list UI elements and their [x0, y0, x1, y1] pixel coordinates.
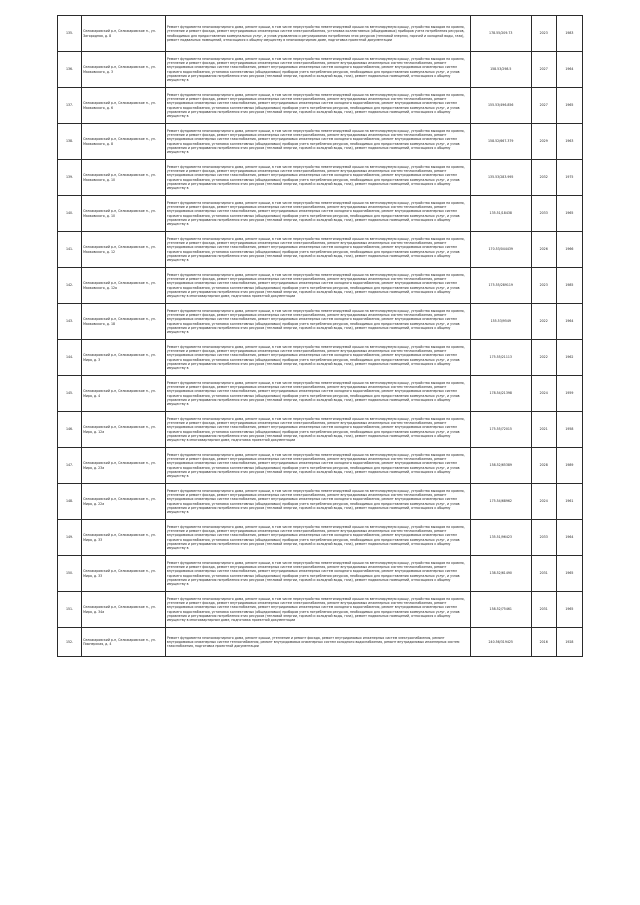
works-cell: Ремонт фундамента многоквартирного дома, ремонт крыши, в том числе переустройство невентилируемой крыши на вентилируемую крышу, устройство выходов на кровлю, утепление и ремонт фасада, ремонт внутридомовых инженерных систем электроснабжения, ремонт внутридомовых инженерных систем теплоснабжения, ремонт внутридомовых инженерных систем газоснабжения, ремонт внутридомовых инженерных систем холодного водоснабжения, ремонт внутридомовых инженерных систем горячего водоснабжения, установка коллективных (общедомовых) приборов учета потребления ресурсов, необходимых для предоставления коммунальных услуг, и узлов управления и регулирования потребления этих ресурсов (тепловой энергии, горячей и холодной воды, газа), ремонт подвальных помещений, относящихся к общему имуществу в: [165, 160, 470, 196]
planned-year-cell: 2027: [531, 88, 556, 124]
table-row: [58, 160, 583, 196]
built-year-cell: 1964: [556, 304, 582, 340]
area-cell: 135.53/283.995: [470, 160, 531, 196]
planned-year-cell: 2028: [531, 448, 556, 484]
built-year-cell: 1963: [556, 124, 582, 160]
address-cell: Селижаровский р-н, Селижаровское п., ул. Мира, д. 12а: [82, 412, 166, 448]
row-number: 147.: [58, 448, 82, 484]
area-cell: 175.55/21113: [470, 340, 531, 376]
area-cell: 178.55/209.73: [470, 16, 531, 52]
address-cell: Селижаровский р-н, Селижаровское п., ул. Мира, д. 4: [82, 376, 166, 412]
address-cell: Селижаровский р-н, Селижаровское п., ул. Мира, д. 3: [82, 340, 166, 376]
table-row: [58, 340, 583, 376]
built-year-cell: 1975: [556, 160, 582, 196]
address-cell: Селижаровский р-н, Селижаровское п., ул. Маяковского, д. 3: [82, 52, 166, 88]
row-number: 146.: [58, 412, 82, 448]
address-cell: Селижаровский р-н, Селижаровское п., ул. Маяковского, д. 10: [82, 160, 166, 196]
table-row: [58, 304, 583, 340]
planned-year-cell: 2024: [531, 376, 556, 412]
table-row: [58, 124, 583, 160]
address-cell: Селижаровский р-н, Селижаровское п., ул. Маяковского, д. 6: [82, 88, 166, 124]
address-cell: Селижаровский р-н, Селижаровское п., ул. Мира, д. 33: [82, 520, 166, 556]
built-year-cell: 1965: [556, 556, 582, 592]
works-cell: Ремонт фундамента многоквартирного дома, ремонт крыши, в том числе переустройство невентилируемой крыши на вентилируемую крышу, устройство выходов на кровлю, утепление и ремонт фасада, ремонт внутридомовых инженерных систем электроснабжения, ремонт внутридомовых инженерных систем теплоснабжения, ремонт внутридомовых инженерных систем газоснабжения, ремонт внутридомовых инженерных систем холодного водоснабжения, ремонт внутридомовых инженерных систем горячего водоснабжения, установка коллективных (общедомовых) приборов учета потребления ресурсов, необходимых для предоставления коммунальных услуг, и узлов управления и регулирования потребления этих ресурсов (тепловой энергии, горячей и холодной воды, газа), ремонт подвальных помещений, относящихся к общему имуществу в: [165, 376, 470, 412]
address-cell: Селижаровский р-н, Селижаровское п., ул. Мира, д. 34а: [82, 592, 166, 628]
table-row: [58, 556, 583, 592]
planned-year-cell: 2031: [531, 556, 556, 592]
planned-year-cell: 2023: [531, 268, 556, 304]
planned-year-cell: 2033: [531, 196, 556, 232]
works-cell: Ремонт фундамента многоквартирного дома, ремонт крыши, в том числе переустройство невентилируемой крыши на вентилируемую крышу, устройство выходов на кровлю, утепление и ремонт фасада, ремонт внутридомовых инженерных систем электроснабжения, ремонт внутридомовых инженерных систем теплоснабжения, ремонт внутридомовых инженерных систем газоснабжения, ремонт внутридомовых инженерных систем холодного водоснабжения, ремонт внутридомовых инженерных систем горячего водоснабжения, установка коллективных (общедомовых) приборов учета потребления ресурсов, необходимых для предоставления коммунальных услуг, и узлов управления и регулирования потребления этих ресурсов (тепловой энергии, горячей и холодной воды, газа), ремонт подвальных помещений, относящихся к общему имуществу в: [165, 232, 470, 268]
table-row: [58, 628, 583, 657]
table-row: [58, 412, 583, 448]
works-cell: Ремонт фундамента многоквартирного дома, ремонт крыши, в том числе переустройство невентилируемой крыши на вентилируемую крышу, устройство выходов на кровлю, утепление и ремонт фасада, ремонт внутридомовых инженерных систем электроснабжения, ремонт внутридомовых инженерных систем теплоснабжения, ремонт внутридомовых инженерных систем газоснабжения, ремонт внутридомовых инженерных систем холодного водоснабжения, ремонт внутридомовых инженерных систем горячего водоснабжения, установка коллективных (общедомовых) приборов учета потребления ресурсов, необходимых для предоставления коммунальных услуг, и узлов управления и регулирования потребления этих ресурсов (тепловой энергии, горячей и холодной воды, газа), ремонт подвальных помещений, относящихся к общему имуществу в: [165, 448, 470, 484]
works-cell: Ремонт фундамента многоквартирного дома, ремонт крыши, в том числе переустройство невентилируемой крыши на вентилируемую крышу, устройство выходов на кровлю, утепление и ремонт фасада, ремонт внутридомовых инженерных систем электроснабжения, ремонт внутридомовых инженерных систем теплоснабжения, ремонт внутридомовых инженерных систем газоснабжения, ремонт внутридомовых инженерных систем холодного водоснабжения, ремонт внутридомовых инженерных систем горячего водоснабжения, установка коллективных (общедомовых) приборов учета потребления ресурсов, необходимых для предоставления коммунальных услуг, и узлов управления и регулирования потребления этих ресурсов (тепловой энергии, горячей и холодной воды, газа), ремонт подвальных помещений, относящихся к общему имуществу в: [165, 88, 470, 124]
works-cell: Ремонт фундамента многоквартирного дома, ремонт крыши, в том числе переустройство невентилируемой крыши на вентилируемую крышу, устройство выходов на кровлю, утепление и ремонт фасада, ремонт внутридомовых инженерных систем электроснабжения, ремонт внутридомовых инженерных систем теплоснабжения, ремонт внутридомовых инженерных систем газоснабжения, ремонт внутридомовых инженерных систем холодного водоснабжения, ремонт внутридомовых инженерных систем горячего водоснабжения, установка коллективных (общедомовых) приборов учета потребления ресурсов, необходимых для предоставления коммунальных услуг, и узлов управления и регулирования потребления этих ресурсов (тепловой энергии, горячей и холодной воды, газа), ремонт подвальных помещений, относящихся к общему имуществу в: [165, 52, 470, 88]
area-cell: 158.52/75461: [470, 592, 531, 628]
row-number: 152.: [58, 628, 82, 657]
row-number: 136.: [58, 52, 82, 88]
area-cell: 178.54/21398: [470, 376, 531, 412]
planned-year-cell: 2021: [531, 412, 556, 448]
area-cell: 158.53/298.5: [470, 52, 531, 88]
planned-year-cell: 2022: [531, 304, 556, 340]
planned-year-cell: 2029: [531, 124, 556, 160]
area-cell: 138.52/61490: [470, 556, 531, 592]
address-cell: Селижаровский р-н, Селижаровское п., ул. Маяковского, д. 12: [82, 232, 166, 268]
works-cell: Ремонт фундамента многоквартирного дома, ремонт крыши, в том числе переустройство невентилируемой крыши на вентилируемую крышу, устройство выходов на кровлю, утепление и ремонт фасада, ремонт внутридомовых инженерных систем электроснабжения, ремонт внутридомовых инженерных систем теплоснабжения, ремонт внутридомовых инженерных систем газоснабжения, ремонт внутридомовых инженерных систем холодного водоснабжения, ремонт внутридомовых инженерных систем горячего водоснабжения, установка коллективных (общедомовых) приборов учета потребления ресурсов, необходимых для предоставления коммунальных услуг, и узлов управления и регулирования потребления этих ресурсов (тепловой энергии, горячей и холодной воды, газа), ремонт подвальных помещений, относящихся к общему имуществу в: [165, 196, 470, 232]
address-cell: Селижаровский р-н, Селижаровское п., ул. Маяковского, д. 18: [82, 304, 166, 340]
planned-year-cell: 2033: [531, 520, 556, 556]
planned-year-cell: 2027: [531, 52, 556, 88]
row-number: 137.: [58, 88, 82, 124]
works-cell: Ремонт фундамента многоквартирного дома, ремонт крыши, в том числе переустройство невентилируемой крыши на вентилируемую крышу, устройство выходов на кровлю, утепление и ремонт фасада, ремонт внутридомовых инженерных систем электроснабжения, ремонт внутридомовых инженерных систем теплоснабжения, ремонт внутридомовых инженерных систем газоснабжения, ремонт внутридомовых инженерных систем холодного водоснабжения, ремонт внутридомовых инженерных систем горячего водоснабжения, установка коллективных (общедомовых) приборов учета потребления ресурсов, необходимых для предоставления коммунальных услуг, и узлов управления и регулирования потребления этих ресурсов (тепловой энергии, горячей и холодной воды, газа), ремонт подвальных помещений, относящихся к общему имуществу в многоквартирном доме, подготовка проектной документации: [165, 592, 470, 628]
works-cell: Ремонт фундамента многоквартирного дома, ремонт крыши, в том числе переустройство невентилируемой крыши на вентилируемую крышу, устройство выходов на кровлю, утепление и ремонт фасада, ремонт внутридомовых инженерных систем электроснабжения, ремонт внутридомовых инженерных систем теплоснабжения, ремонт внутридомовых инженерных систем газоснабжения, ремонт внутридомовых инженерных систем холодного водоснабжения, ремонт внутридомовых инженерных систем горячего водоснабжения, установка коллективных (общедомовых) приборов учета потребления ресурсов, необходимых для предоставления коммунальных услуг, и узлов управления и регулирования потребления этих ресурсов (тепловой энергии, горячей и холодной воды, газа), ремонт подвальных помещений, относящихся к общему имуществу в многоквартирном доме, подготовка проектной документации: [165, 412, 470, 448]
row-number: 145.: [58, 376, 82, 412]
built-year-cell: 1966: [556, 232, 582, 268]
area-cell: 170.53/044439: [470, 232, 531, 268]
built-year-cell: 1983: [556, 16, 582, 52]
row-number: 144.: [58, 340, 82, 376]
row-number: 149.: [58, 520, 82, 556]
address-cell: Селижаровский р-н, Селижаровское п., ул. Пионерская, д. 4: [82, 628, 166, 657]
built-year-cell: 1958: [556, 412, 582, 448]
planned-year-cell: 2031: [531, 592, 556, 628]
address-cell: Селижаровский р-н, Селижаровское п., ул. Маяковского, д. 12а: [82, 268, 166, 304]
row-number: 150.: [58, 556, 82, 592]
address-cell: Селижаровский р-н, Селижаровское п., ул. Загородная, д. 8: [82, 16, 166, 52]
built-year-cell: 1965: [556, 196, 582, 232]
row-number: 135.: [58, 16, 82, 52]
area-cell: 158.52/667.379: [470, 124, 531, 160]
row-number: 143.: [58, 304, 82, 340]
planned-year-cell: 2026: [531, 232, 556, 268]
table-row: [58, 268, 583, 304]
planned-year-cell: 2032: [531, 160, 556, 196]
row-number: 151.: [58, 592, 82, 628]
area-cell: 158.52/65389: [470, 448, 531, 484]
table-body: [58, 16, 583, 657]
table-row: [58, 448, 583, 484]
planned-year-cell: 2024: [531, 484, 556, 520]
row-number: 140.: [58, 196, 82, 232]
address-cell: Селижаровский р-н, Селижаровское п., ул. Мира, д. 33: [82, 556, 166, 592]
area-cell: 175.55/289119: [470, 268, 531, 304]
built-year-cell: 1989: [556, 448, 582, 484]
table-row: [58, 196, 583, 232]
built-year-cell: 1964: [556, 52, 582, 88]
works-cell: Ремонт фундамента многоквартирного дома, ремонт крыши, в том числе переустройство невентилируемой крыши на вентилируемую крышу, устройство выходов на кровлю, утепление и ремонт фасада, ремонт внутридомовых инженерных систем электроснабжения, ремонт внутридомовых инженерных систем теплоснабжения, ремонт внутридомовых инженерных систем газоснабжения, ремонт внутридомовых инженерных систем холодного водоснабжения, ремонт внутридомовых инженерных систем горячего водоснабжения, установка коллективных (общедомовых) приборов учета потребления ресурсов, необходимых для предоставления коммунальных услуг, и узлов управления и регулирования потребления этих ресурсов (тепловой энергии, горячей и холодной воды, газа), ремонт подвальных помещений, относящихся к общему имуществу в: [165, 556, 470, 592]
address-cell: Селижаровский р-н, Селижаровское п., ул. Мира, д. 23а: [82, 448, 166, 484]
table-row: [58, 376, 583, 412]
row-number: 142.: [58, 268, 82, 304]
area-cell: 175.54/68962: [470, 484, 531, 520]
built-year-cell: 1961: [556, 484, 582, 520]
row-number: 139.: [58, 160, 82, 196]
table-row: [58, 88, 583, 124]
area-cell: 240.56/319425: [470, 628, 531, 657]
built-year-cell: 1928: [556, 628, 582, 657]
address-cell: Селижаровский р-н, Селижаровское п., ул. Маяковского, д. 8: [82, 124, 166, 160]
area-cell: 155.53/496.856: [470, 88, 531, 124]
table-row: [58, 592, 583, 628]
built-year-cell: 1985: [556, 268, 582, 304]
works-cell: Ремонт фундамента многоквартирного дома, ремонт крыши, в том числе переустройство невентилируемой крыши на вентилируемую крышу, устройство выходов на кровлю, утепление и ремонт фасада, ремонт внутридомовых инженерных систем электроснабжения, ремонт внутридомовых инженерных систем теплоснабжения, ремонт внутридомовых инженерных систем газоснабжения, ремонт внутридомовых инженерных систем холодного водоснабжения, ремонт внутридомовых инженерных систем горячего водоснабжения, установка коллективных (общедомовых) приборов учета потребления ресурсов, необходимых для предоставления коммунальных услуг, и узлов управления и регулирования потребления этих ресурсов (тепловой энергии, горячей и холодной воды, газа), ремонт подвальных помещений, относящихся к общему имуществу в многоквартирном доме, подготовка проектной документации: [165, 268, 470, 304]
capital-repair-table: [57, 15, 583, 657]
built-year-cell: 1965: [556, 88, 582, 124]
table-row: [58, 232, 583, 268]
works-cell: Ремонт фундамента многоквартирного дома, ремонт крыши, в том числе переустройство невентилируемой крыши на вентилируемую крышу, устройство выходов на кровлю, утепление и ремонт фасада, ремонт внутридомовых инженерных систем электроснабжения, ремонт внутридомовых инженерных систем теплоснабжения, ремонт внутридомовых инженерных систем газоснабжения, ремонт внутридомовых инженерных систем холодного водоснабжения, ремонт внутридомовых инженерных систем горячего водоснабжения, установка коллективных (общедомовых) приборов учета потребления ресурсов, необходимых для предоставления коммунальных услуг, и узлов управления и регулирования потребления этих ресурсов (тепловой энергии, горячей и холодной воды, газа), ремонт подвальных помещений, относящихся к общему имуществу в: [165, 304, 470, 340]
works-cell: Ремонт фундамента многоквартирного дома, ремонт крыши, в том числе переустройство невентилируемой крыши на вентилируемую крышу, устройство выходов на кровлю, утепление и ремонт фасада, ремонт внутридомовых инженерных систем электроснабжения, ремонт внутридомовых инженерных систем теплоснабжения, ремонт внутридомовых инженерных систем газоснабжения, ремонт внутридомовых инженерных систем холодного водоснабжения, ремонт внутридомовых инженерных систем горячего водоснабжения, установка коллективных (общедомовых) приборов учета потребления ресурсов, необходимых для предоставления коммунальных услуг, и узлов управления и регулирования потребления этих ресурсов (тепловой энергии, горячей и холодной воды, газа), ремонт подвальных помещений, относящихся к общему имуществу в: [165, 520, 470, 556]
planned-year-cell: 2022: [531, 340, 556, 376]
address-cell: Селижаровский р-н, Селижаровское п., ул. Маяковского, д. 10: [82, 196, 166, 232]
planned-year-cell: 2023: [531, 16, 556, 52]
area-cell: 155.53/9549: [470, 304, 531, 340]
table-row: [58, 520, 583, 556]
row-number: 138.: [58, 124, 82, 160]
built-year-cell: 1959: [556, 376, 582, 412]
row-number: 148.: [58, 484, 82, 520]
built-year-cell: 1964: [556, 520, 582, 556]
row-number: 141.: [58, 232, 82, 268]
works-cell: Ремонт фундамента многоквартирного дома, ремонт крыши, в том числе переустройство невентилируемой крыши на вентилируемую крышу, устройство выходов на кровлю, утепление и ремонт фасада, ремонт внутридомовых инженерных систем электроснабжения, ремонт внутридомовых инженерных систем теплоснабжения, ремонт внутридомовых инженерных систем газоснабжения, ремонт внутридомовых инженерных систем холодного водоснабжения, ремонт внутридомовых инженерных систем горячего водоснабжения, установка коллективных (общедомовых) приборов учета потребления ресурсов, необходимых для предоставления коммунальных услуг, и узлов управления и регулирования потребления этих ресурсов (тепловой энергии, горячей и холодной воды, газа), ремонт подвальных помещений, относящихся к общему имуществу в: [165, 124, 470, 160]
works-cell: Ремонт фундамента многоквартирного дома, ремонт крыши, в том числе переустройство невентилируемой крыши на вентилируемую крышу, устройство выходов на кровлю, утепление и ремонт фасада, ремонт внутридомовых инженерных систем электроснабжения, установка коллективных (общедомовых) приборов учета потребления ресурсов, необходимых для предоставления коммунальных услуг, и узлов управления и регулирования потребления этих ресурсов (тепловой энергии, горячей и холодной воды, газа), ремонт подвальных помещений, относящихся к общему имуществу в многоквартирном доме, подготовка проектной документации: [165, 16, 470, 52]
area-cell: 135.51/18438: [470, 196, 531, 232]
table-row: [58, 52, 583, 88]
address-cell: Селижаровский р-н, Селижаровское п., ул. Мира, д. 22а: [82, 484, 166, 520]
built-year-cell: 1965: [556, 592, 582, 628]
table-row: [58, 16, 583, 52]
built-year-cell: 1962: [556, 340, 582, 376]
works-cell: Ремонт фундамента многоквартирного дома, ремонт крыши, в том числе переустройство невентилируемой крыши на вентилируемую крышу, устройство выходов на кровлю, утепление и ремонт фасада, ремонт внутридомовых инженерных систем электроснабжения, ремонт внутридомовых инженерных систем теплоснабжения, ремонт внутридомовых инженерных систем газоснабжения, ремонт внутридомовых инженерных систем холодного водоснабжения, ремонт внутридомовых инженерных систем горячего водоснабжения, установка коллективных (общедомовых) приборов учета потребления ресурсов, необходимых для предоставления коммунальных услуг, и узлов управления и регулирования потребления этих ресурсов (тепловой энергии, горячей и холодной воды, газа), ремонт подвальных помещений, относящихся к общему имуществу в: [165, 484, 470, 520]
area-cell: 175.55/72015: [470, 412, 531, 448]
works-cell: Ремонт фундамента многоквартирного дома, ремонт крыши, утепление и ремонт фасада, ремонт внутридомовых инженерных систем электроснабжения, ремонт внутридомовых инженерных систем теплоснабжения, ремонт внутридомовых инженерных систем холодного водоснабжения, ремонт внутридомовых инженерных систем газоснабжения, подготовка проектной документации: [165, 628, 470, 657]
planned-year-cell: 2016: [531, 628, 556, 657]
table-row: [58, 484, 583, 520]
area-cell: 135.51/96423: [470, 520, 531, 556]
works-cell: Ремонт фундамента многоквартирного дома, ремонт крыши, в том числе переустройство невентилируемой крыши на вентилируемую крышу, устройство выходов на кровлю, утепление и ремонт фасада, ремонт внутридомовых инженерных систем электроснабжения, ремонт внутридомовых инженерных систем теплоснабжения, ремонт внутридомовых инженерных систем газоснабжения, ремонт внутридомовых инженерных систем холодного водоснабжения, ремонт внутридомовых инженерных систем горячего водоснабжения, установка коллективных (общедомовых) приборов учета потребления ресурсов, необходимых для предоставления коммунальных услуг, и узлов управления и регулирования потребления этих ресурсов (тепловой энергии, горячей и холодной воды, газа), ремонт подвальных помещений, относящихся к общему имуществу в: [165, 340, 470, 376]
